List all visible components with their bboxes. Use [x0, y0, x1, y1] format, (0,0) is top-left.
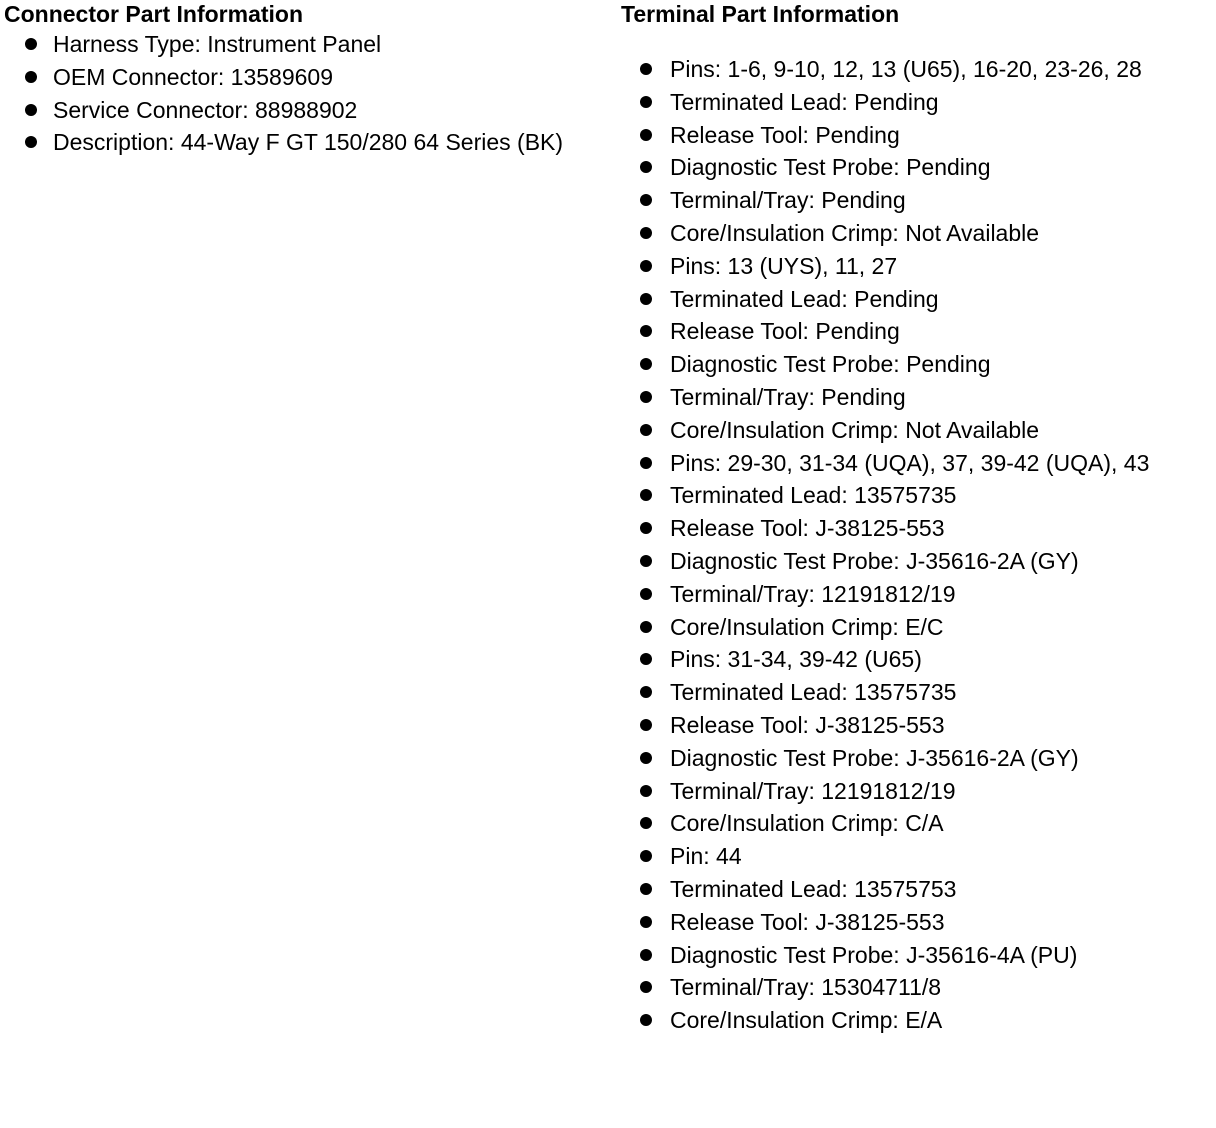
connector-part-heading: Connector Part Information [4, 1, 304, 27]
list-item [621, 742, 1211, 775]
bullet-icon [640, 358, 652, 370]
list-item-text: Core/Insulation Crimp: E/C [670, 613, 944, 640]
list-item [621, 807, 1211, 840]
bullet-icon [640, 194, 652, 206]
bullet-icon [640, 391, 652, 403]
list-item [621, 315, 1211, 348]
terminal-group [621, 840, 1211, 1037]
list-item-text: Diagnostic Test Probe: Pending [670, 351, 991, 378]
list-item [621, 709, 1211, 742]
list-item [621, 217, 1211, 250]
bullet-icon [640, 293, 652, 305]
list-item-text: Terminal/Tray: Pending [670, 187, 906, 214]
terminal-groups [621, 53, 1211, 1037]
list-item [621, 578, 1211, 611]
list-item [621, 381, 1211, 414]
bullet-icon [640, 588, 652, 600]
terminal-part-heading: Terminal Part Information [621, 1, 900, 27]
list-item [621, 184, 1211, 217]
bullet-icon [640, 621, 652, 633]
bullet-icon [640, 916, 652, 928]
bullet-icon [640, 817, 652, 829]
list-item-text: Pins: 29-30, 31-34 (UQA), 37, 39-42 (UQA), 43 [670, 449, 1150, 476]
bullet-icon [25, 104, 37, 116]
list-item-text: Terminated Lead: 13575735 [670, 679, 957, 706]
list-item-text: Pin: 44 [670, 843, 742, 870]
list-item-text: OEM Connector: 13589609 [53, 63, 334, 90]
bullet-icon [640, 719, 652, 731]
list-item [621, 414, 1211, 447]
list-item-text: Pins: 1-6, 9-10, 12, 13 (U65), 16-20, 23-26, 28 [670, 56, 1142, 82]
list-item-text: Pins: 13 (UYS), 11, 27 [670, 252, 898, 279]
bullet-icon [640, 96, 652, 108]
bullet-icon [25, 38, 37, 50]
list-item [621, 545, 1211, 578]
list-item-text: Terminal/Tray: 12191812/19 [670, 777, 956, 804]
bullet-icon [640, 686, 652, 698]
bullet-icon [25, 136, 37, 148]
list-item [621, 151, 1211, 184]
list-item-text: Release Tool: Pending [670, 121, 900, 148]
list-item [621, 447, 1211, 480]
list-item-text: Release Tool: J-38125-553 [670, 515, 945, 542]
terminal-group [621, 643, 1211, 840]
list-item-text: Release Tool: J-38125-553 [670, 711, 945, 738]
bullet-icon [640, 949, 652, 961]
list-item-text: Diagnostic Test Probe: J-35616-4A (PU) [670, 941, 1078, 968]
list-item [621, 119, 1211, 152]
bullet-icon [640, 161, 652, 173]
list-item-text: Release Tool: J-38125-553 [670, 908, 945, 935]
bullet-icon [640, 129, 652, 141]
bullet-icon [640, 785, 652, 797]
list-item-text: Description: 44-Way F GT 150/280 64 Series (BK) [53, 129, 564, 156]
list-item [621, 512, 1211, 545]
list-item-text: Terminated Lead: 13575735 [670, 482, 957, 509]
bullet-icon [640, 555, 652, 567]
list-item-text: Terminal/Tray: 15304711/8 [670, 974, 942, 1001]
list-item-text: Core/Insulation Crimp: Not Available [670, 219, 1040, 246]
list-item-text: Diagnostic Test Probe: Pending [670, 154, 991, 181]
bullet-icon [25, 71, 37, 83]
terminal-part-section [621, 0, 1211, 1037]
bullet-icon [640, 1014, 652, 1026]
list-item-text: Core/Insulation Crimp: E/A [670, 1007, 943, 1034]
list-item [621, 676, 1211, 709]
list-item-text: Terminated Lead: Pending [670, 88, 939, 115]
list-item [621, 283, 1211, 316]
bullet-icon [640, 227, 652, 239]
terminal-group [621, 447, 1211, 644]
terminal-group [621, 53, 1211, 250]
bullet-icon [640, 489, 652, 501]
bullet-icon [640, 457, 652, 469]
list-item [621, 873, 1211, 906]
list-item [621, 479, 1211, 512]
bullet-icon [640, 522, 652, 534]
bullet-icon [640, 752, 652, 764]
bullet-icon [640, 325, 652, 337]
list-item-text: Service Connector: 88988902 [53, 96, 358, 123]
bullet-icon [640, 653, 652, 665]
bullet-icon [640, 260, 652, 272]
connector-part-section [4, 0, 604, 159]
list-item-text: Diagnostic Test Probe: J-35616-2A (GY) [670, 547, 1079, 574]
list-item-text: Core/Insulation Crimp: C/A [670, 810, 944, 837]
list-item-text: Core/Insulation Crimp: Not Available [670, 416, 1040, 443]
list-item [4, 28, 604, 61]
list-item [621, 939, 1211, 972]
list-item [4, 61, 604, 94]
terminal-group [621, 250, 1211, 447]
list-item [621, 348, 1211, 381]
list-item [621, 906, 1211, 939]
list-item [621, 53, 1211, 86]
list-item [4, 126, 604, 159]
connector-part-list [4, 28, 604, 159]
bullet-icon [640, 850, 652, 862]
list-item-text: Terminal/Tray: 12191812/19 [670, 580, 956, 607]
list-item [621, 1004, 1211, 1037]
bullet-icon [640, 981, 652, 993]
list-item [621, 971, 1211, 1004]
list-item-text: Diagnostic Test Probe: J-35616-2A (GY) [670, 744, 1079, 771]
bullet-icon [640, 63, 652, 75]
list-item-text: Terminated Lead: Pending [670, 285, 939, 312]
list-item-text: Harness Type: Instrument Panel [53, 31, 382, 57]
list-item [621, 840, 1211, 873]
list-item-text: Terminated Lead: 13575753 [670, 875, 957, 902]
list-item [621, 611, 1211, 644]
list-item [621, 775, 1211, 808]
list-item [621, 250, 1211, 283]
bullet-icon [640, 424, 652, 436]
bullet-icon [640, 883, 652, 895]
list-item [621, 86, 1211, 119]
list-item [4, 94, 604, 127]
list-item-text: Pins: 31-34, 39-42 (U65) [670, 646, 922, 673]
list-item-text: Release Tool: Pending [670, 318, 900, 345]
list-item-text: Terminal/Tray: Pending [670, 383, 906, 410]
list-item [621, 643, 1211, 676]
